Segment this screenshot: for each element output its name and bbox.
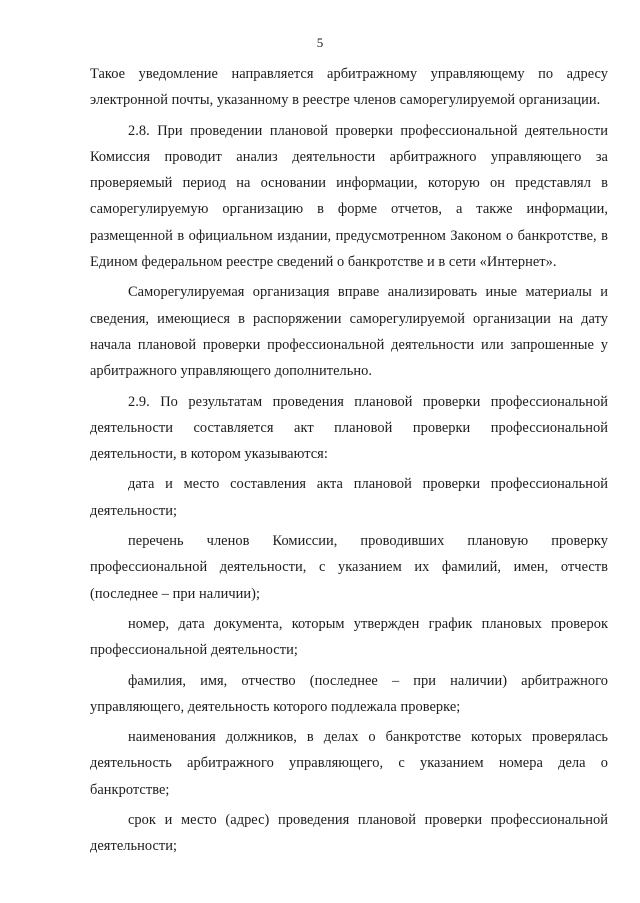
document-body — [90, 61, 608, 864]
list-item-manager-name: фамилия, имя, отчество (последнее – при наличии) арбитражного управляющего, деятельность которого подлежала проверке; — [90, 672, 608, 715]
paragraph-2-9: 2.9. По результатам проведения плановой проверки профессиональной деятельности составляется акт плановой проверки профессиональной деятельности, в котором указываются: — [90, 393, 608, 463]
paragraph-2-8: 2.8. При проведении плановой проверки профессиональной деятельности Комиссия проводит анализ деятельности арбитражного управляющего за проверяемый период на основании информации, которую он представлял в саморегулируемую организацию в форме отчетов, а также информации, размещенной в официальном издании, предусмотренном Законом о банкротстве, в Едином федеральном реестре сведений о банкротстве и в сети «Интернет». — [90, 122, 608, 271]
list-item-debtors: наименования должников, в делах о банкротстве которых проверялась деятельность арбитражного управляющего, с указанием номера дела о банкротстве; — [90, 729, 608, 798]
list-item-act-date-place: дата и место составления акта плановой проверки профессиональной деятельности; — [90, 476, 608, 519]
list-item-schedule-document: номер, дата документа, которым утвержден график плановых проверок профессиональной деятельности; — [90, 615, 608, 659]
page-number: 5 — [316, 35, 324, 50]
list-item-commission-members: перечень членов Комиссии, проводивших плановую проверку профессиональной деятельности, с указанием их фамилий, имен, отчеств (последнее – при наличии); — [90, 533, 608, 602]
paragraph-notification-continuation: Такое уведомление направляется арбитражному управляющему по адресу электронной почты, указанному в реестре членов саморегулируемой организации. — [90, 66, 608, 109]
list-item-inspection-term: срок и место (адрес) проведения плановой проверки профессиональной деятельности; — [90, 812, 608, 855]
paragraph-other-materials: Саморегулируемая организация вправе анализировать иные материалы и сведения, имеющиеся в распоряжении саморегулируемой организации на дату начала плановой проверки профессиональной деятельности или запрошенные у арбитражного управляющего дополнительно. — [90, 284, 608, 380]
